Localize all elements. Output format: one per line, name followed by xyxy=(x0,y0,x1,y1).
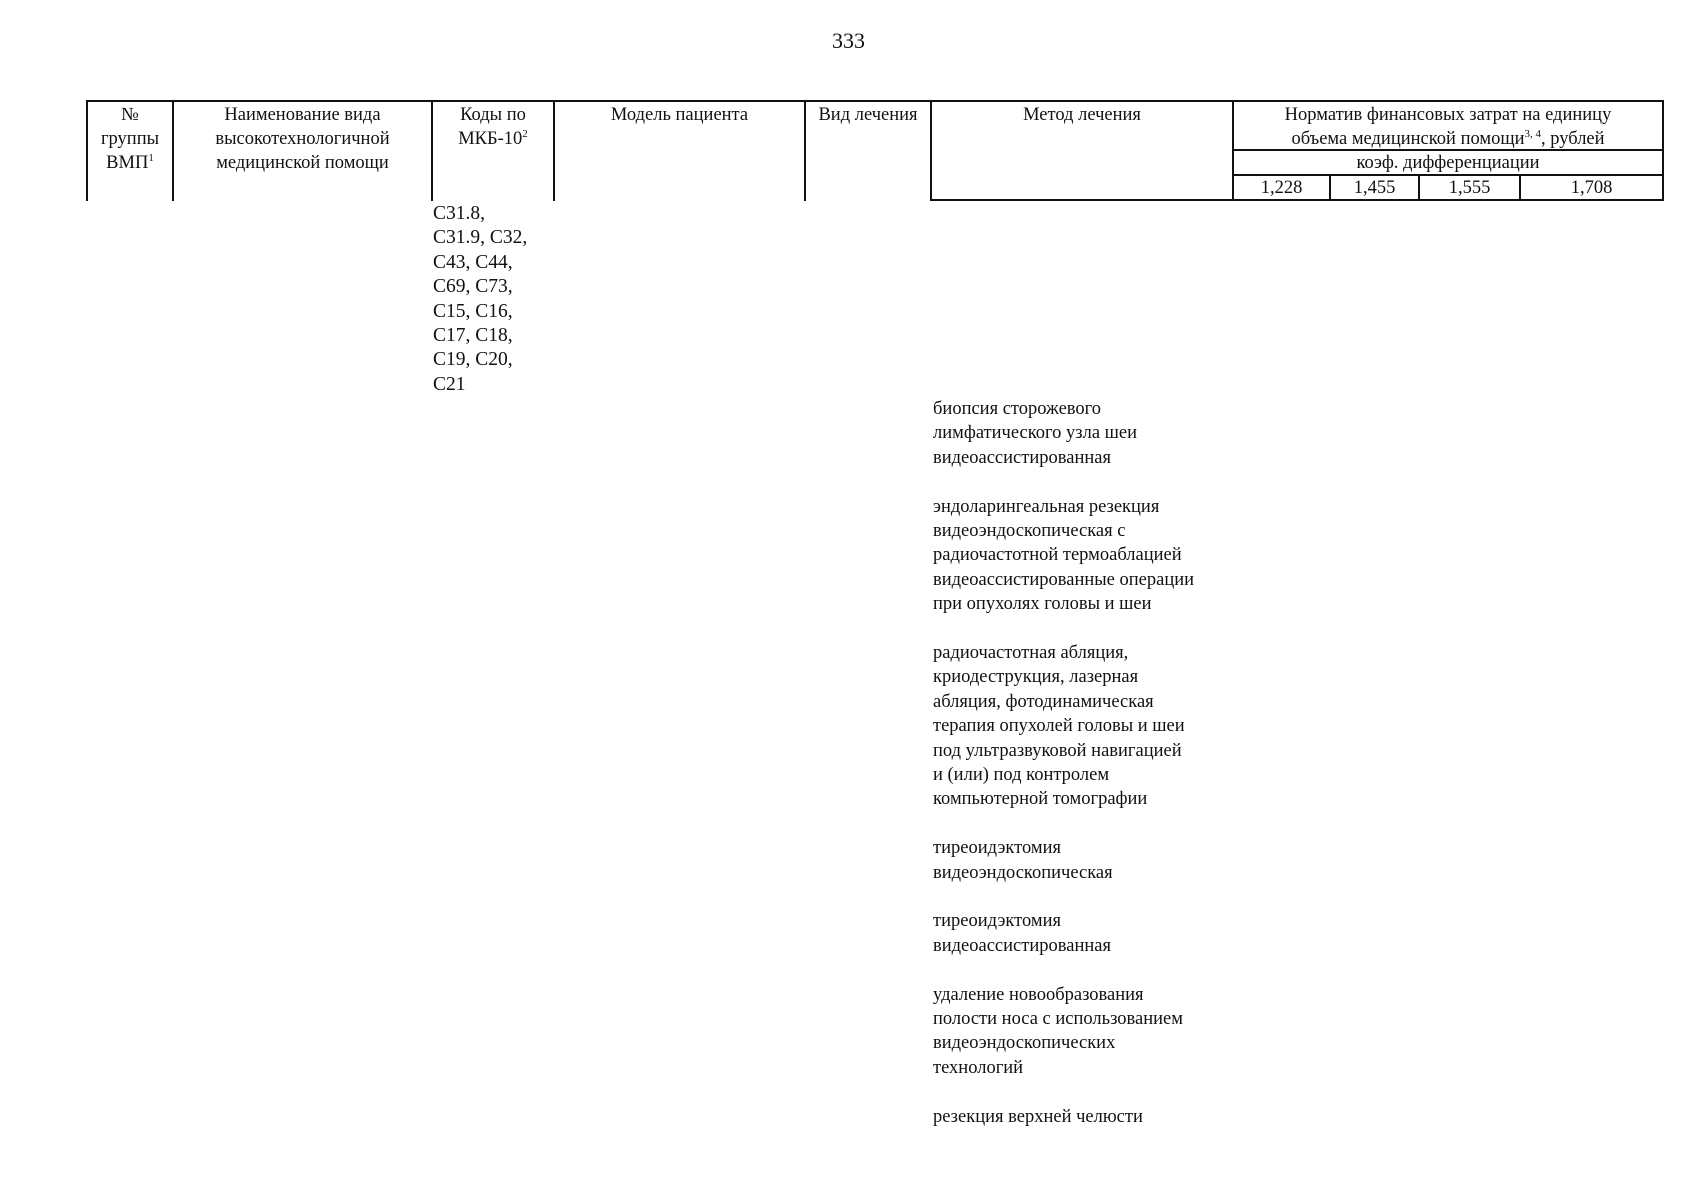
coef-value-1: 1,228 xyxy=(1260,178,1303,198)
header-icd-codes: Коды по МКБ-$10^2$ xyxy=(458,105,528,149)
header-treatment-kind: Вид лечения xyxy=(818,105,918,125)
header-coef-label: коэф. дифференциации xyxy=(1356,153,1540,173)
icd-code-line: C17, C18, xyxy=(433,325,513,347)
coef-value-2: 1,455 xyxy=(1353,178,1396,198)
icd-code-line: C19, C20, xyxy=(433,349,513,371)
icd-code-line: C15, C16, xyxy=(433,300,513,322)
coef-value-3: 1,555 xyxy=(1448,178,1491,198)
icd-codes-cell xyxy=(433,202,527,397)
icd-code-line: C21 xyxy=(433,373,466,395)
table-header xyxy=(86,100,1663,200)
right-border xyxy=(1662,100,1664,201)
method-item: биопсия сторожевого лимфатического узла шеи видеоассистированная xyxy=(933,399,1138,468)
method-item: резекция верхней челюсти xyxy=(933,1106,1143,1127)
treatment-methods-cell xyxy=(933,397,1243,1153)
icd-code-line: C31.8, xyxy=(433,203,486,224)
header-patient-model: Модель пациента xyxy=(610,105,749,125)
icd-code-line: C31.9, C32, xyxy=(433,227,528,249)
header-care-type-name: Наименование вида высокотехнологичной медицинской помощи xyxy=(215,105,390,173)
header-top-border xyxy=(86,100,1663,102)
icd-code-line: C69, C73, xyxy=(433,276,513,298)
header-treatment-method: Метод лечения xyxy=(1023,105,1141,125)
header-group-number: № группы ВМП$^1$ xyxy=(100,105,160,173)
method-item: эндоларингеальная резекция видеоэндоскопическая с радиочастотной термоаблацией видеоассистированные операции при опухолях головы и шеи xyxy=(933,496,1195,615)
method-item: удаление новообразования полости носа с использованием видеоэндоскопических технологий xyxy=(933,984,1183,1078)
icd-code-line: C43, C44, xyxy=(433,251,513,273)
header-financial-norm: Норматив финансовых затрат на единицу объема медицинской помощи$^{3, 4}$, рублей xyxy=(1284,105,1612,149)
method-item: тиреоидэктомия видеоассистированная xyxy=(933,911,1111,956)
method-item: радиочастотная абляция, криодеструкция, лазерная абляция, фотодинамическая терапия опухолей головы и шеи под ультразвуковой навигацией и (или) под контролем компьютерной томографии xyxy=(933,643,1185,810)
page-number: 333 xyxy=(832,28,865,53)
method-item: тиреоидэктомия видеоэндоскопическая xyxy=(933,838,1113,883)
coef-value-4: 1,708 xyxy=(1570,178,1613,198)
